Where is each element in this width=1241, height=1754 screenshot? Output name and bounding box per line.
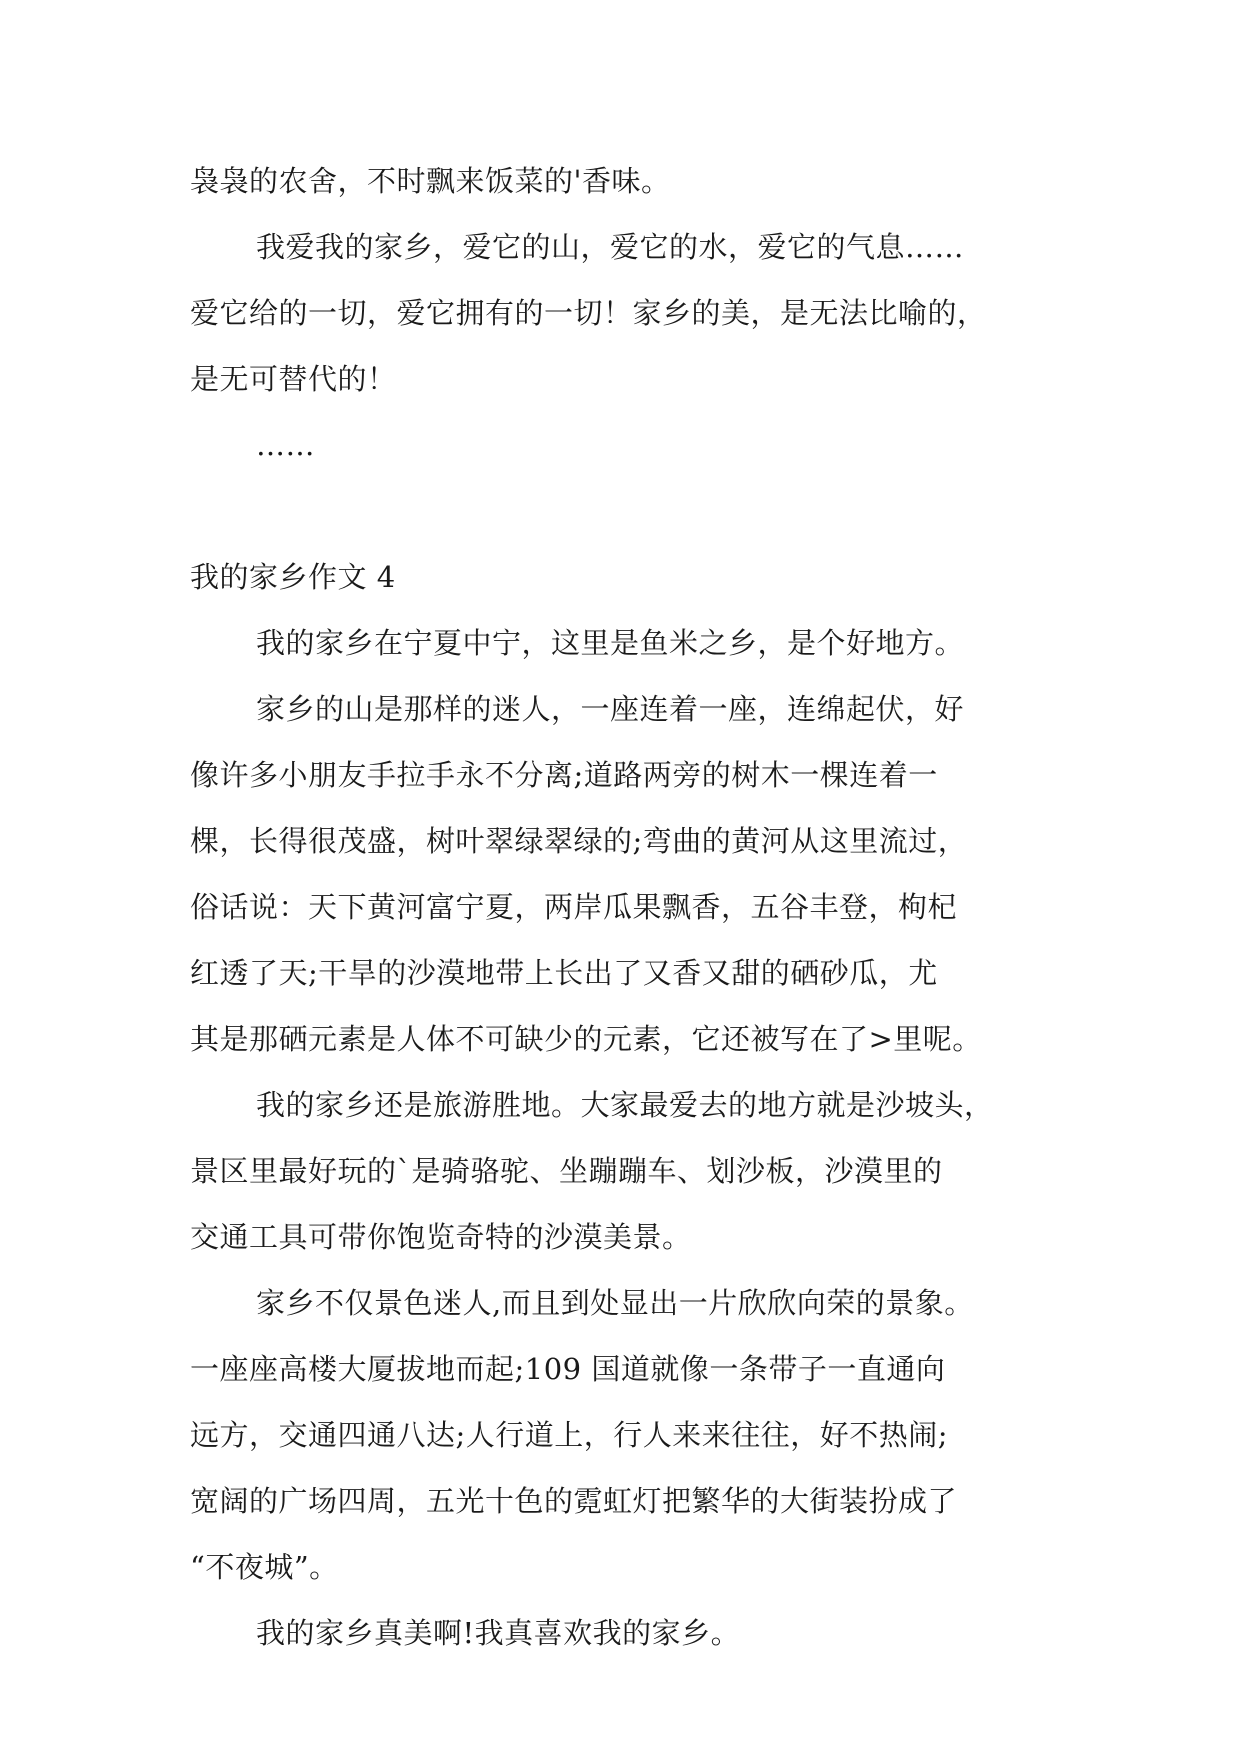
- paragraph-line: 是无可替代的！: [190, 362, 397, 396]
- paragraph-line: 景区里最好玩的`是骑骆驼、坐蹦蹦车、划沙板，沙漠里的: [190, 1154, 943, 1188]
- paragraph-line: 宽阔的广场四周，五光十色的霓虹灯把繁华的大街装扮成了: [190, 1484, 958, 1518]
- paragraph-line: 一座座高楼大厦拔地而起;109 国道就像一条带子一直通向: [190, 1352, 946, 1386]
- paragraph-line: 我爱我的家乡，爱它的山，爱它的水，爱它的气息……: [256, 230, 965, 264]
- ellipsis-line: ……: [256, 428, 315, 462]
- paragraph-line: 我的家乡还是旅游胜地。大家最爱去的地方就是沙坡头，: [256, 1088, 994, 1122]
- paragraph-line: 家乡不仅景色迷人,而且到处显出一片欣欣向荣的景象。: [256, 1286, 974, 1320]
- paragraph-line: 我的家乡在宁夏中宁，这里是鱼米之乡，是个好地方。: [256, 626, 965, 660]
- paragraph-line: 像许多小朋友手拉手永不分离;道路两旁的树木一棵连着一: [190, 758, 938, 792]
- section-heading: 我的家乡作文 4: [190, 560, 396, 594]
- paragraph-line: 家乡的山是那样的迷人，一座连着一座，连绵起伏，好: [256, 692, 965, 726]
- document-page: [190, 160, 1060, 1678]
- paragraph-line: 其是那硒元素是人体不可缺少的元素，它还被写在了>里呢。: [190, 1022, 982, 1056]
- paragraph-line: 俗话说：天下黄河富宁夏，两岸瓜果飘香，五谷丰登，枸杞: [190, 890, 958, 924]
- paragraph-line: 红透了天;干旱的沙漠地带上长出了又香又甜的硒砂瓜，尤: [190, 956, 938, 990]
- paragraph-line: 袅袅的农舍，不时飘来饭菜的'香味。: [190, 164, 671, 198]
- paragraph-line: “不夜城”。: [190, 1550, 339, 1584]
- paragraph-line: 远方，交通四通八达;人行道上，行人来来往往，好不热闹;: [190, 1418, 949, 1452]
- paragraph-line: 爱它给的一切，爱它拥有的一切！家乡的美，是无法比喻的，: [190, 296, 987, 330]
- paragraph-line: 交通工具可带你饱览奇特的沙漠美景。: [190, 1220, 692, 1254]
- paragraph-line: 棵，长得很茂盛，树叶翠绿翠绿的;弯曲的黄河从这里流过，: [190, 824, 968, 858]
- paragraph-line: 我的家乡真美啊!我真喜欢我的家乡。: [256, 1616, 741, 1650]
